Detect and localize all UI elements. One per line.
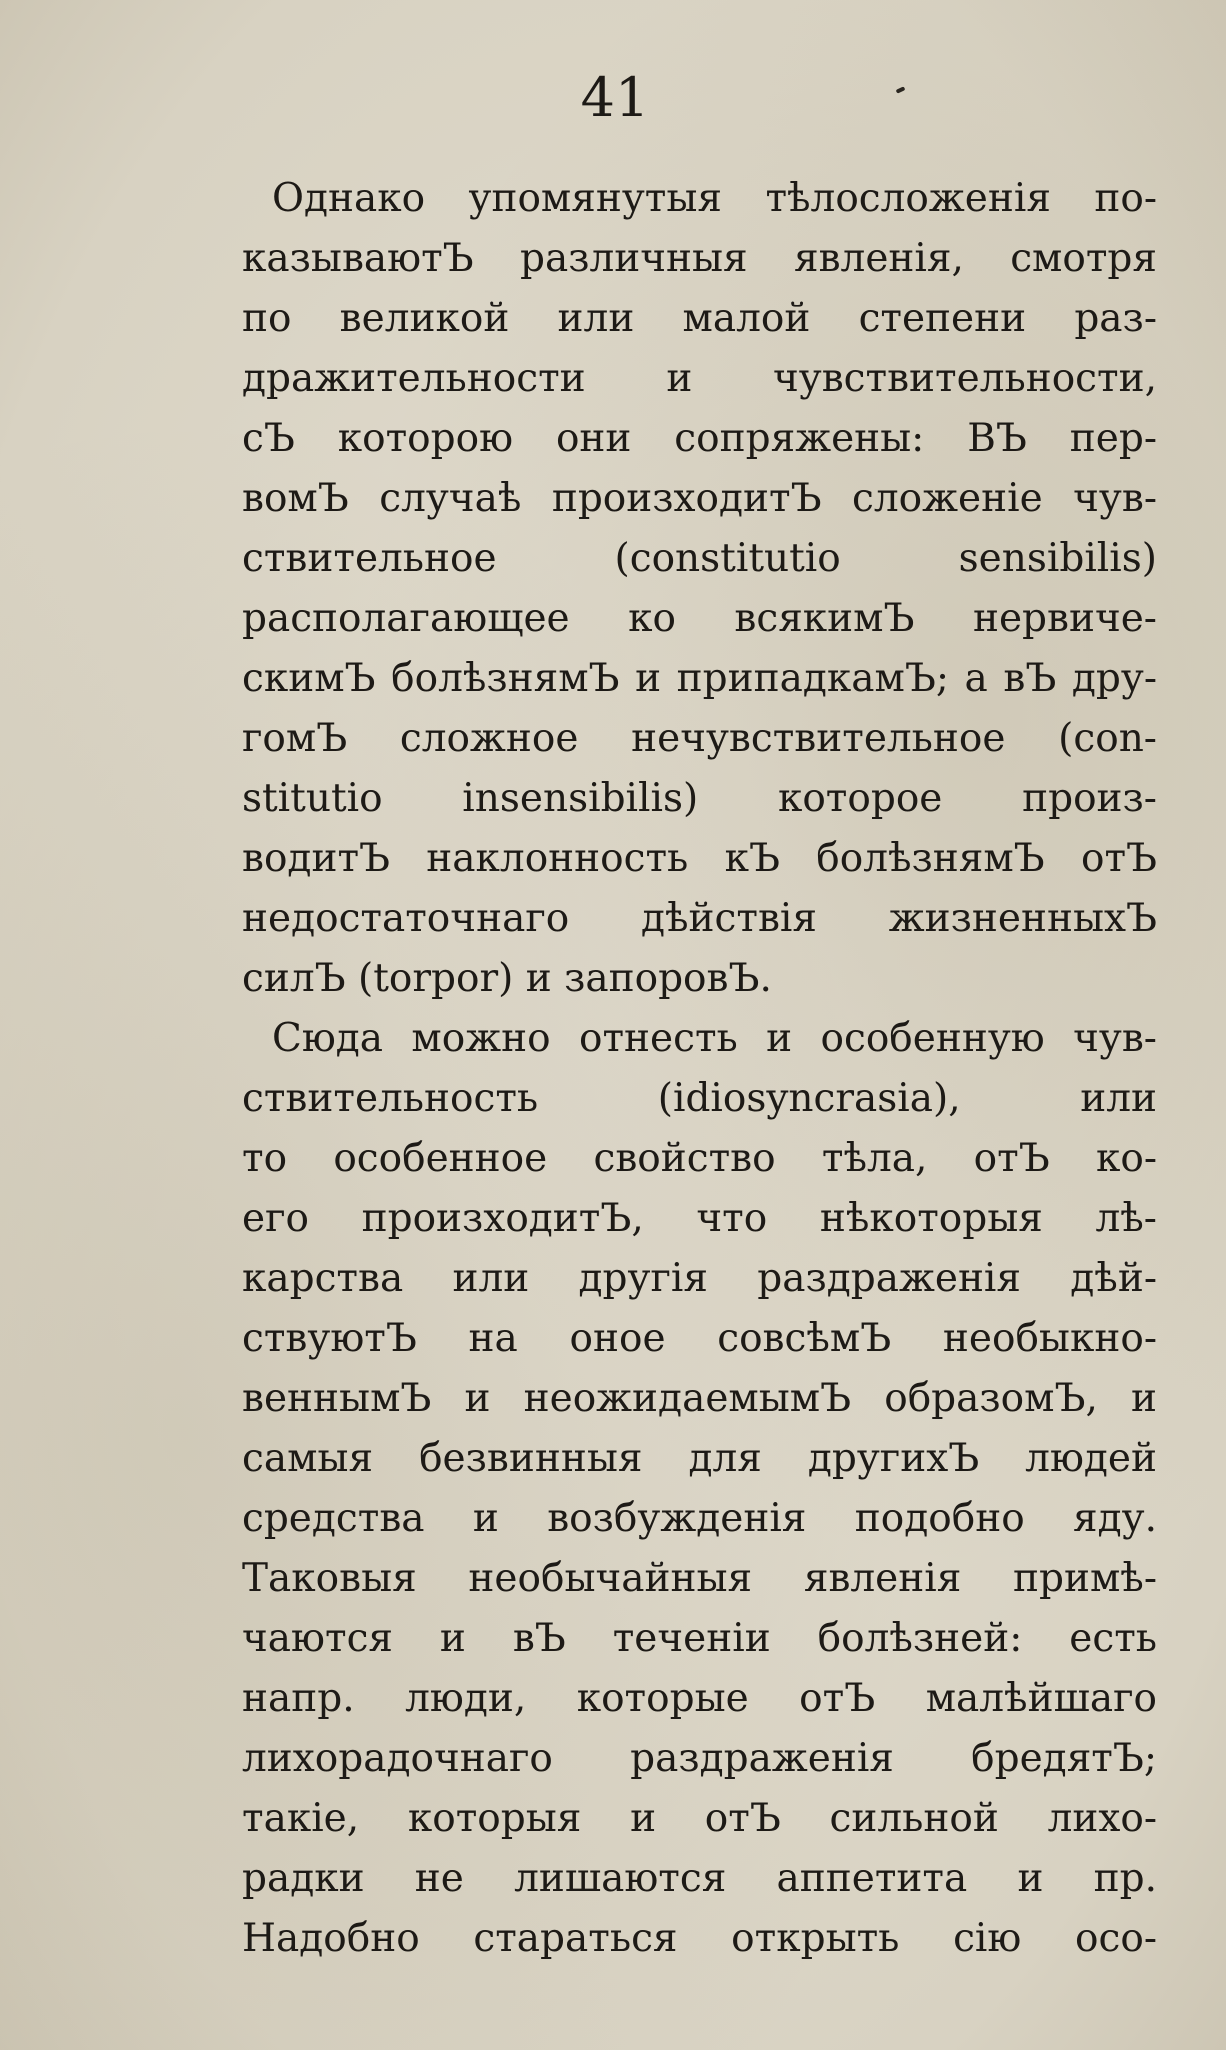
text-line: радки не лишаются аппетита и пр. (242, 1856, 1157, 1901)
text-line: гомЪ сложное нечувствительное (con- (242, 716, 1157, 761)
text-line: Однако упомянутыя тѣлосложенія по- (272, 176, 1157, 221)
text-line: ствительное (constitutio sensibilis) (242, 536, 1157, 581)
text-line: самыя безвинныя для другихЪ людей (242, 1436, 1157, 1481)
body-text (242, 170, 1182, 1970)
text-line: карства или другія раздраженія дѣй- (242, 1256, 1157, 1301)
text-line: дражительности и чувствительности, (242, 356, 1157, 401)
text-line: ствуютЪ на оное совсѣмЪ необыкно- (242, 1316, 1157, 1361)
text-line: ствительность (idiosyncrasia), или (242, 1076, 1157, 1121)
text-line: недостаточнаго дѣйствія жизненныхЪ (242, 896, 1157, 941)
text-line: чаются и вЪ теченіи болѣзней: есть (242, 1616, 1157, 1661)
text-line: лихорадочнаго раздраженія бредятЪ; (242, 1736, 1157, 1781)
text-line: его произходитЪ, что нѣкоторыя лѣ- (242, 1196, 1157, 1241)
text-line: казываютЪ различныя явленія, смотря (242, 236, 1157, 281)
text-line: водитЪ наклонность кЪ болѣзнямЪ отЪ (242, 836, 1157, 881)
text-line: скимЪ болѣзнямЪ и припадкамЪ; а вЪ дру- (242, 656, 1157, 701)
text-line: сЪ которою они сопряжены: ВЪ пер- (242, 416, 1157, 461)
text-line: по великой или малой степени раз- (242, 296, 1157, 341)
text-line: располагающее ко всякимЪ нервиче- (242, 596, 1157, 641)
text-line: Надобно стараться открыть сію осо- (242, 1916, 1157, 1961)
page-number: 41 (580, 66, 650, 129)
ink-speck (896, 86, 906, 93)
text-line: Сюда можно отнесть и особенную чув- (272, 1016, 1157, 1061)
text-line: напр. люди, которые отЪ малѣйшаго (242, 1676, 1157, 1721)
text-line: Таковыя необычайныя явленія примѣ- (242, 1556, 1157, 1601)
text-line: такіе, которыя и отЪ сильной лихо- (242, 1796, 1157, 1841)
text-line: вомЪ случаѣ произходитЪ сложеніе чув- (242, 476, 1157, 521)
text-line: то особенное свойство тѣла, отЪ ко- (242, 1136, 1157, 1181)
text-line: веннымЪ и неожидаемымЪ образомЪ, и (242, 1376, 1157, 1421)
text-line: stitutio insensibilis) которое произ- (242, 776, 1157, 821)
text-line: силЪ (torpor) и запоровЪ. (242, 956, 772, 1001)
text-line: средства и возбужденія подобно яду. (242, 1496, 1157, 1541)
